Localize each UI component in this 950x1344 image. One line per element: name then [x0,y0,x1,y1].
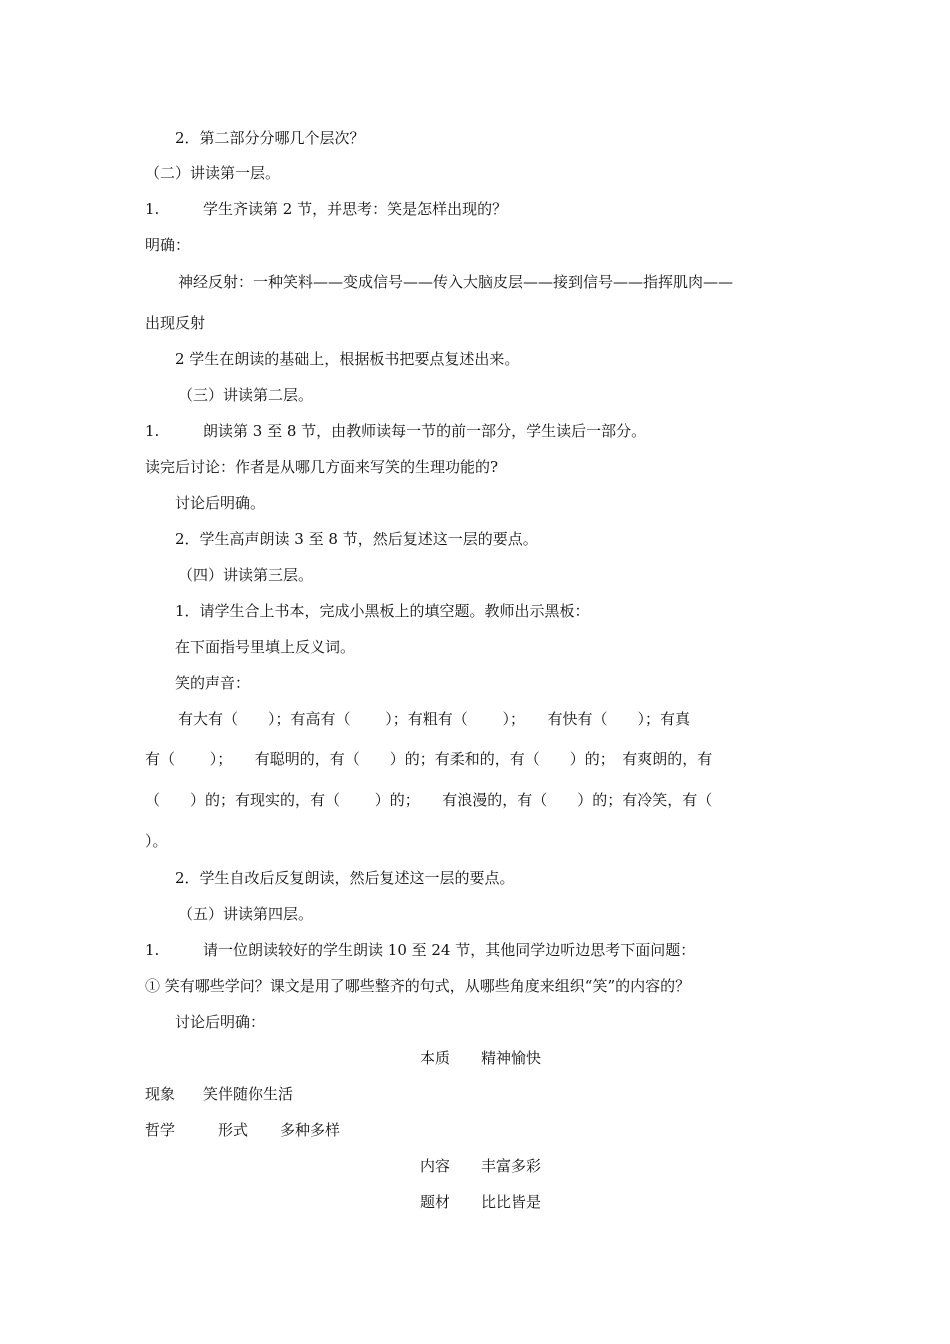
item-number: 1. [145,200,160,218]
outline-value: 笑伴随你生活 [203,1085,294,1103]
outline-term: 形式 [218,1121,249,1139]
outline-value: 丰富多彩 [481,1157,542,1175]
paragraph-text: 请一位朗读较好的学生朗读 10 至 24 节，其他同学边听边思考下面问题： [203,941,696,959]
fill-blank-line: 有大有（ ）；有高有（ ）；有粗有（ ）； 有快有（ ）；有真 [178,710,691,728]
item-number: 1. [145,941,160,959]
paragraph-text: 讨论后明确： [175,1013,266,1031]
paragraph-text: 在下面指号里填上反义词。 [175,638,356,656]
outline-term: 内容 [420,1157,451,1175]
paragraph-text: 2．学生自改后反复朗读，然后复述这一层的要点。 [175,869,515,887]
outline-term: 现象 [145,1085,176,1103]
paragraph-text: 1．请学生合上书本，完成小黑板上的填空题。教师出示黑板： [175,602,590,620]
paragraph-text: 出现反射 [145,314,206,332]
paragraph-text: 2．学生高声朗读 3 至 8 节，然后复述这一层的要点。 [175,530,538,548]
section-heading-5: （五）讲读第四层。 [178,905,314,923]
paragraph-text: 2 学生在朗读的基础上，根据板书把要点复述出来。 [175,350,520,368]
fill-blank-line: ）。 [145,832,168,850]
paragraph-text: 神经反射：一种笑料——变成信号——传入大脑皮层——接到信号——指挥肌肉—— [178,273,734,291]
item-number: 1. [145,422,160,440]
paragraph-text: 朗读第 3 至 8 节，由教师读每一节的前一部分，学生读后一部分。 [203,422,647,440]
paragraph-text: 学生齐读第 2 节，并思考：笑是怎样出现的？ [203,200,508,218]
question-2: 2．第二部分分哪几个层次？ [175,129,365,147]
paragraph-text: ① 笑有哪些学问？课文是用了哪些整齐的句式，从哪些角度来组织“笑”的内容的？ [145,977,691,995]
outline-value: 精神愉快 [481,1049,542,1067]
section-heading-3: （三）讲读第二层。 [178,386,314,404]
outline-term: 题材 [420,1193,451,1211]
fill-blank-line: 有（ ）； 有聪明的，有（ ）的；有柔和的，有（ ）的； 有爽朗的，有 [145,750,713,768]
section-heading-4: （四）讲读第三层。 [178,566,314,584]
outline-value: 比比皆是 [481,1193,542,1211]
paragraph-text: 笑的声音： [175,674,251,692]
outline-term: 本质 [420,1049,451,1067]
paragraph-text: 讨论后明确。 [175,494,266,512]
section-heading-2: （二）讲读第一层。 [145,164,281,182]
paragraph-text: 读完后讨论：作者是从哪几方面来写笑的生理功能的? [145,458,499,476]
fill-blank-line: （ ）的；有现实的，有（ ）的； 有浪漫的，有（ ）的；有冷笑，有（ [145,791,713,809]
paragraph-text: 明确： [145,236,191,254]
outline-value: 多种多样 [280,1121,341,1139]
outline-term: 哲学 [145,1121,176,1139]
